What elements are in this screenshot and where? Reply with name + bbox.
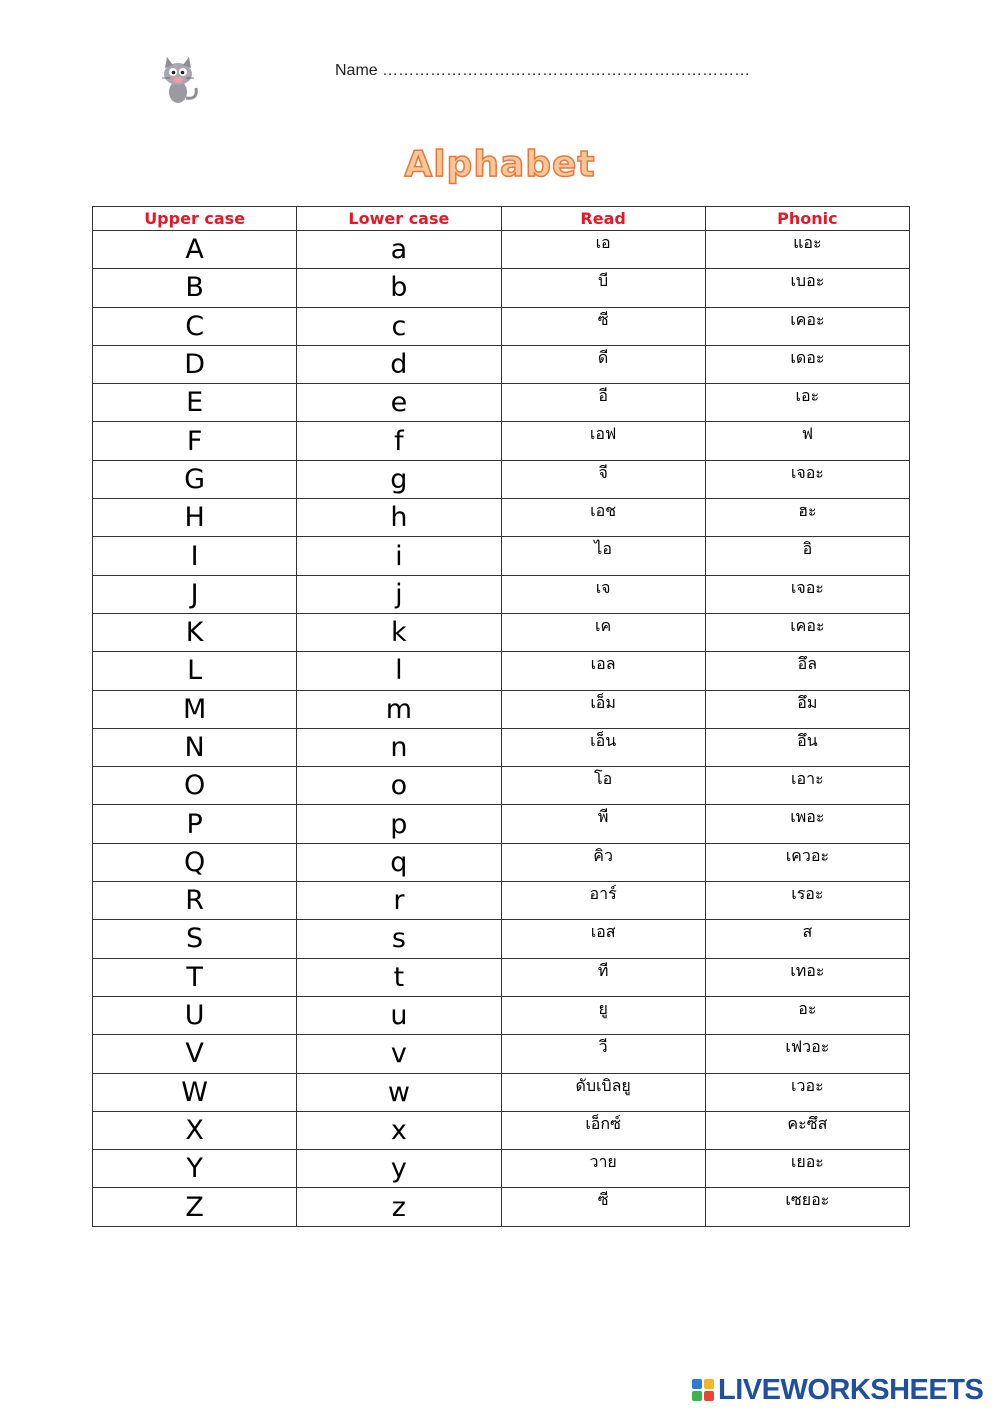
lower-case-cell: s — [297, 920, 501, 958]
phonic-cell: อึน — [705, 728, 909, 766]
liveworksheets-logo — [692, 1372, 983, 1408]
upper-case-cell: V — [93, 1035, 297, 1073]
table-row — [93, 690, 910, 728]
read-cell: ดี — [501, 345, 705, 383]
header-upper-case: Upper case — [93, 207, 297, 231]
lower-case-cell: z — [297, 1188, 501, 1226]
lower-case-cell: r — [297, 882, 501, 920]
upper-case-cell: S — [93, 920, 297, 958]
read-cell: เอ็กซ์ — [501, 1111, 705, 1149]
lower-case-cell: e — [297, 384, 501, 422]
upper-case-cell: K — [93, 613, 297, 651]
phonic-cell: เวอะ — [705, 1073, 909, 1111]
phonic-cell: อึล — [705, 652, 909, 690]
table-row — [93, 231, 910, 269]
phonic-cell: ส — [705, 920, 909, 958]
header-read: Read — [501, 207, 705, 231]
table-row — [93, 345, 910, 383]
phonic-cell: เคอะ — [705, 613, 909, 651]
read-cell: เอฟ — [501, 422, 705, 460]
lower-case-cell: i — [297, 537, 501, 575]
lower-case-cell: n — [297, 728, 501, 766]
lower-case-cell: o — [297, 767, 501, 805]
table-row — [93, 269, 910, 307]
phonic-cell: เบอะ — [705, 269, 909, 307]
read-cell: จี — [501, 460, 705, 498]
table-row — [93, 728, 910, 766]
read-cell: ที — [501, 958, 705, 996]
phonic-cell: เควอะ — [705, 843, 909, 881]
table-row — [93, 575, 910, 613]
phonic-cell: เทอะ — [705, 958, 909, 996]
read-cell: วาย — [501, 1150, 705, 1188]
upper-case-cell: Y — [93, 1150, 297, 1188]
upper-case-cell: Z — [93, 1188, 297, 1226]
phonic-cell: ฟ — [705, 422, 909, 460]
upper-case-cell: P — [93, 805, 297, 843]
upper-case-cell: M — [93, 690, 297, 728]
lower-case-cell: b — [297, 269, 501, 307]
read-cell: ไอ — [501, 537, 705, 575]
table-row — [93, 307, 910, 345]
cat-icon — [152, 54, 204, 106]
table-row — [93, 996, 910, 1034]
liveworksheets-grid-icon — [692, 1379, 714, 1401]
table-row — [93, 958, 910, 996]
phonic-cell: เจอะ — [705, 575, 909, 613]
read-cell: อี — [501, 384, 705, 422]
lower-case-cell: f — [297, 422, 501, 460]
table-row — [93, 652, 910, 690]
lower-case-cell: j — [297, 575, 501, 613]
upper-case-cell: I — [93, 537, 297, 575]
phonic-cell: เอาะ — [705, 767, 909, 805]
table-row — [93, 843, 910, 881]
lower-case-cell: x — [297, 1111, 501, 1149]
lower-case-cell: d — [297, 345, 501, 383]
read-cell: เอล — [501, 652, 705, 690]
upper-case-cell: R — [93, 882, 297, 920]
phonic-cell: เฟวอะ — [705, 1035, 909, 1073]
phonic-cell: เซยอะ — [705, 1188, 909, 1226]
table-row — [93, 920, 910, 958]
lower-case-cell: l — [297, 652, 501, 690]
upper-case-cell: F — [93, 422, 297, 460]
table-row — [93, 767, 910, 805]
table-row — [93, 460, 910, 498]
phonic-cell: เรอะ — [705, 882, 909, 920]
read-cell: ดับเบิลยู — [501, 1073, 705, 1111]
upper-case-cell: Q — [93, 843, 297, 881]
read-cell: อาร์ — [501, 882, 705, 920]
page-title: Alphabet — [404, 144, 596, 185]
upper-case-cell: H — [93, 499, 297, 537]
lower-case-cell: y — [297, 1150, 501, 1188]
table-header-row — [93, 207, 910, 231]
read-cell: บี — [501, 269, 705, 307]
phonic-cell: เอะ — [705, 384, 909, 422]
upper-case-cell: J — [93, 575, 297, 613]
read-cell: เอ็ม — [501, 690, 705, 728]
lower-case-cell: h — [297, 499, 501, 537]
phonic-cell: คะซึส — [705, 1111, 909, 1149]
upper-case-cell: O — [93, 767, 297, 805]
table-row — [93, 499, 910, 537]
lower-case-cell: a — [297, 231, 501, 269]
alphabet-table — [92, 206, 910, 1227]
phonic-cell: อิ — [705, 537, 909, 575]
read-cell: โอ — [501, 767, 705, 805]
upper-case-cell: D — [93, 345, 297, 383]
lower-case-cell: k — [297, 613, 501, 651]
read-cell: ยู — [501, 996, 705, 1034]
upper-case-cell: E — [93, 384, 297, 422]
table-row — [93, 882, 910, 920]
name-field[interactable]: Name …………………………………………………………… — [335, 62, 751, 79]
lower-case-cell: u — [297, 996, 501, 1034]
phonic-cell: เยอะ — [705, 1150, 909, 1188]
upper-case-cell: W — [93, 1073, 297, 1111]
lower-case-cell: v — [297, 1035, 501, 1073]
read-cell: เอช — [501, 499, 705, 537]
table-row — [93, 1035, 910, 1073]
read-cell: เอ็น — [501, 728, 705, 766]
read-cell: เอ — [501, 231, 705, 269]
read-cell: เจ — [501, 575, 705, 613]
lower-case-cell: q — [297, 843, 501, 881]
upper-case-cell: C — [93, 307, 297, 345]
table-row — [93, 1188, 910, 1226]
table-row — [93, 422, 910, 460]
read-cell: พี — [501, 805, 705, 843]
upper-case-cell: T — [93, 958, 297, 996]
header-phonic: Phonic — [705, 207, 909, 231]
table-row — [93, 805, 910, 843]
lower-case-cell: p — [297, 805, 501, 843]
lower-case-cell: w — [297, 1073, 501, 1111]
table-row — [93, 1073, 910, 1111]
lower-case-cell: c — [297, 307, 501, 345]
phonic-cell: แอะ — [705, 231, 909, 269]
upper-case-cell: U — [93, 996, 297, 1034]
phonic-cell: เพอะ — [705, 805, 909, 843]
lower-case-cell: t — [297, 958, 501, 996]
header-lower-case: Lower case — [297, 207, 501, 231]
table-row — [93, 613, 910, 651]
upper-case-cell: N — [93, 728, 297, 766]
upper-case-cell: A — [93, 231, 297, 269]
read-cell: เค — [501, 613, 705, 651]
phonic-cell: อึม — [705, 690, 909, 728]
read-cell: ซี — [501, 307, 705, 345]
read-cell: เอส — [501, 920, 705, 958]
phonic-cell: อะ — [705, 996, 909, 1034]
upper-case-cell: X — [93, 1111, 297, 1149]
phonic-cell: เดอะ — [705, 345, 909, 383]
phonic-cell: เคอะ — [705, 307, 909, 345]
upper-case-cell: L — [93, 652, 297, 690]
lower-case-cell: m — [297, 690, 501, 728]
table-row — [93, 537, 910, 575]
lower-case-cell: g — [297, 460, 501, 498]
read-cell: ซี — [501, 1188, 705, 1226]
upper-case-cell: G — [93, 460, 297, 498]
table-body — [93, 231, 910, 1227]
read-cell: คิว — [501, 843, 705, 881]
upper-case-cell: B — [93, 269, 297, 307]
phonic-cell: ฮะ — [705, 499, 909, 537]
phonic-cell: เจอะ — [705, 460, 909, 498]
table-row — [93, 384, 910, 422]
table-row — [93, 1111, 910, 1149]
table-row — [93, 1150, 910, 1188]
read-cell: วี — [501, 1035, 705, 1073]
liveworksheets-brand: LIVEWORKSHEETS — [718, 1373, 984, 1406]
